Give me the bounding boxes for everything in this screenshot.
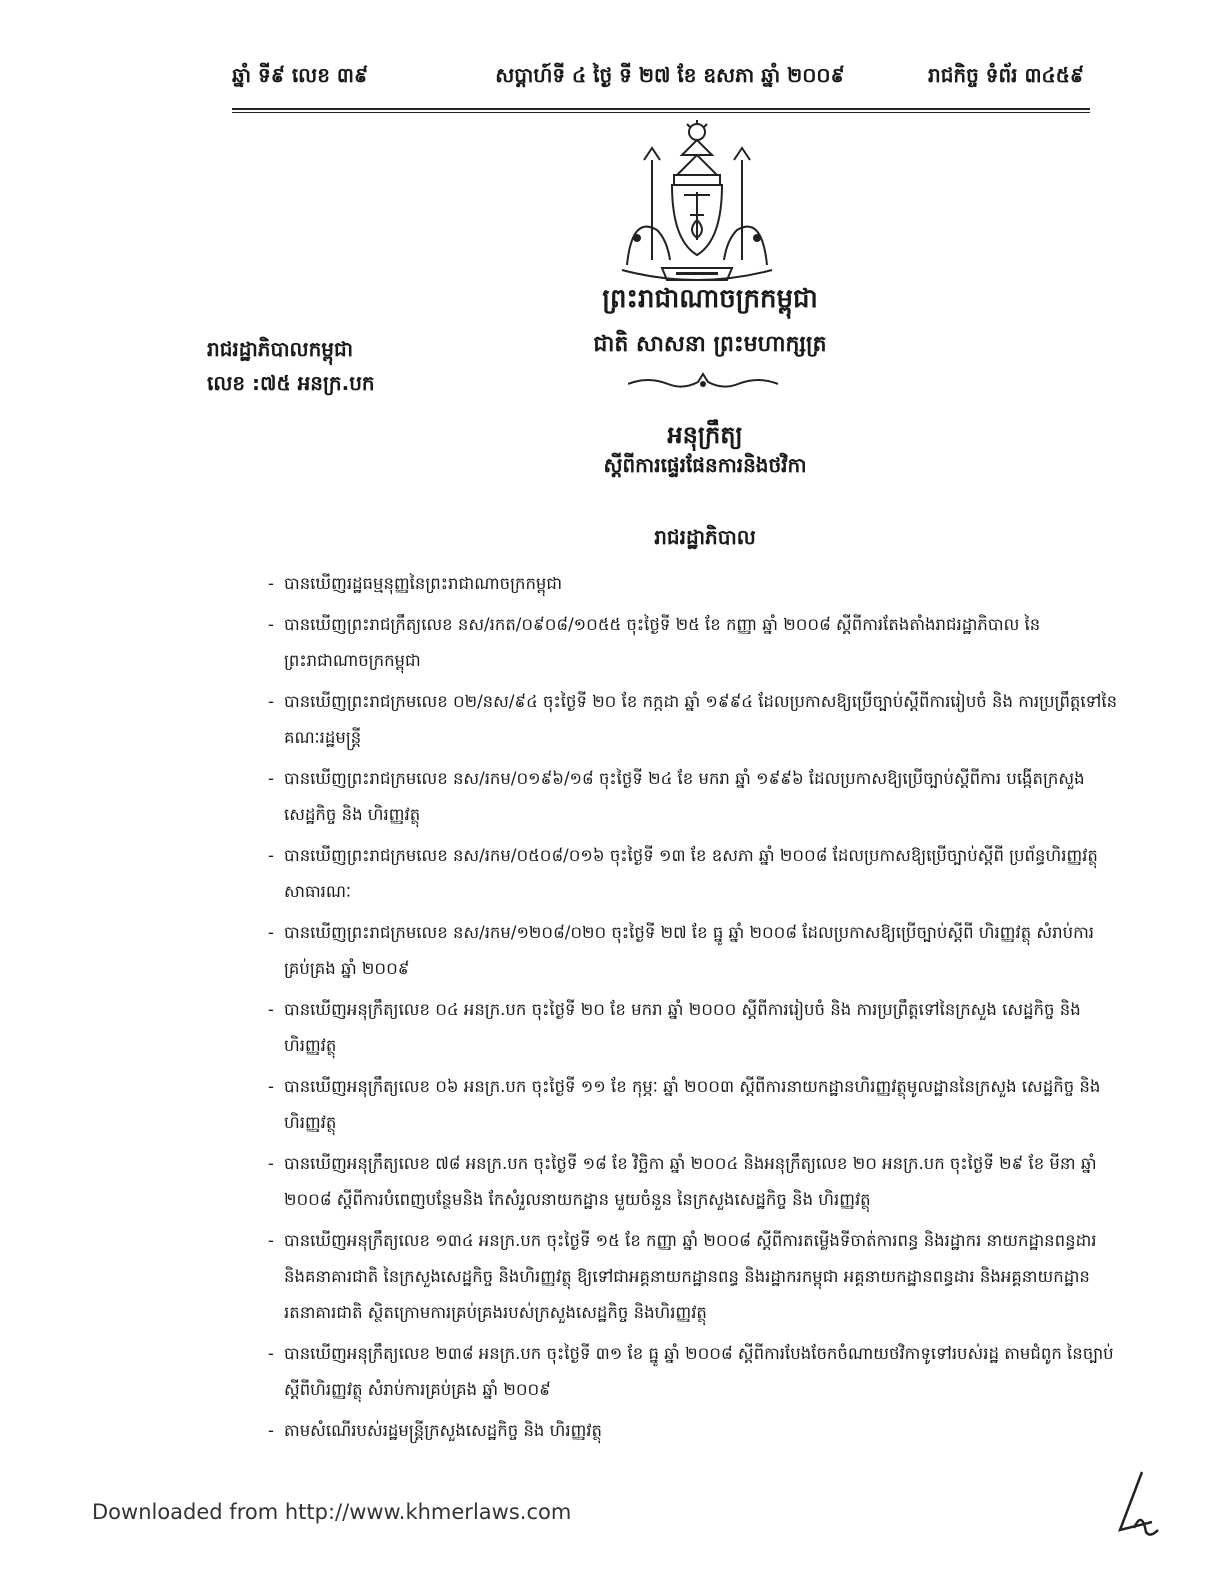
preamble-clause: - តាមសំណើរបស់រដ្ឋមន្ត្រីក្រសួងសេដ្ឋកិច្ច និង ហិរញ្ញវត្ថុ <box>268 1413 1118 1449</box>
gazette-page-number: រាជកិច្ច ទំព័រ ៣៤៥៩ <box>928 63 1085 87</box>
preamble-clause: - បានឃើញអនុក្រឹត្យលេខ ១៣៤ អនក្រ.បក ចុះថ្ងៃទី ១៥ ខែ កញ្ញា ឆ្នាំ ២០០៨ ស្តីពីការតម្លើងទីចាត់ការពន្ធ និងរដ្ឋាករ នាយកដ្ឋានពន្ធដារ និងគនាគារជាតិ នៃក្រសួងសេដ្ឋកិច្ច និងហិរញ្ញវត្ថុ ឱ្យទៅជាអគ្គនាយកដ្ឋានពន្ធ និងរដ្ឋាករកម្ពុជា អគ្គនាយកដ្ឋានពន្ធដារ និងអគ្គនាយកដ្ឋានរតនាគារជាតិ ស្ថិតក្រោមការគ្រប់គ្រងរបស់ក្រសួងសេដ្ឋកិច្ច និងហិរញ្ញវត្ថុ <box>268 1223 1118 1331</box>
national-motto: ជាតិ សាសនា ព្រះមហាក្សត្រ <box>593 332 827 357</box>
gazette-year-issue: ឆ្នាំ ទី៩ លេខ ៣៩ <box>232 63 369 87</box>
preamble-clause: - បានឃើញព្រះរាជក្រមលេខ នស/រកម/០៥០៨/០១៦ ចុះថ្ងៃទី ១៣ ខែ ឧសភា ឆ្នាំ ២០០៨ ដែលប្រកាសឱ្យប្រើច្បាប់ស្តីពី ប្រព័ន្ធហិរញ្ញវត្ថុសាធារណៈ <box>268 838 1118 910</box>
preamble-clause: - បានឃើញអនុក្រឹត្យលេខ ២៣៨ អនក្រ.បក ចុះថ្ងៃទី ៣១ ខែ ធ្នូ ឆ្នាំ ២០០៨ ស្តីពីការបែងចែកចំណាយថវិកាទូទៅរបស់រដ្ឋ តាមជំពូក នៃច្បាប់ស្តីពីហិរញ្ញវត្ថុ សំរាប់ការគ្រប់គ្រង ឆ្នាំ ២០០៩ <box>268 1336 1118 1408</box>
preamble-clause: - បានឃើញព្រះរាជក្រមលេខ ០២/នស/៩៤ ចុះថ្ងៃទី ២០ ខែ កក្កដា ឆ្នាំ ១៩៩៤ ដែលប្រកាសឱ្យប្រើច្បាប់ស្តីពីការរៀបចំ និង ការប្រព្រឹត្តទៅនៃគណៈរដ្ឋមន្ត្រី <box>268 684 1118 756</box>
preamble-clauses <box>268 566 1118 1454</box>
preamble-clause: - បានឃើញរដ្ឋធម្មនុញ្ញនៃព្រះរាជាណាចក្រកម្ពុជា <box>268 566 1118 602</box>
preamble-clause: - បានឃើញអនុក្រឹត្យលេខ ០៦ អនក្រ.បក ចុះថ្ងៃទី ១១ ខែ កុម្ភៈ ឆ្នាំ ២០០៣ ស្តីពីការនាយកដ្ឋានហិរញ្ញវត្ថុមូលដ្ឋាននៃក្រសួង សេដ្ឋកិច្ច និង ហិរញ្ញវត្ថុ <box>268 1069 1118 1141</box>
preamble-clause: - បានឃើញព្រះរាជក្រមលេខ នស/រកម/១២០៨/០២០ ចុះថ្ងៃទី ២៧ ខែ ធ្នូ ឆ្នាំ ២០០៨ ដែលប្រកាសឱ្យប្រើច្បាប់ស្តីពី ហិរញ្ញវត្ថុ សំរាប់ការគ្រប់គ្រង ឆ្នាំ ២០០៩ <box>268 915 1118 987</box>
document-type-title: អនុក្រឹត្យ <box>667 421 743 449</box>
preamble-clause: - បានឃើញអនុក្រឹត្យលេខ ០៤ អនក្រ.បក ចុះថ្ងៃទី ២០ ខែ មករា ឆ្នាំ ២០០០ ស្តីពីការរៀបចំ និង ការប្រព្រឹត្តទៅនៃក្រសួង សេដ្ឋកិច្ច និង ហិរញ្ញវត្ថុ <box>268 992 1118 1064</box>
gazette-date: សប្តាហ៍ទី ៤ ថ្ងៃ ទី ២៧ ខែ ឧសភា ឆ្នាំ ២០០៩ <box>495 63 845 87</box>
royal-coat-of-arms-icon <box>612 120 782 285</box>
kingdom-title: ព្រះរាជាណាចក្រកម្ពុជា <box>602 284 818 314</box>
government-name: រាជរដ្ឋាភិបាលកម្ពុជា <box>207 337 353 361</box>
divider-ornament-icon <box>628 372 778 392</box>
preamble-clause: - បានឃើញព្រះរាជក្រឹត្យលេខ នស/រកត/០៩០៨/១០៥៥ ចុះថ្ងៃទី ២៥ ខែ កញ្ញា ឆ្នាំ ២០០៨ ស្តីពីការតែងតាំងរាជរដ្ឋាភិបាល នៃព្រះរាជាណាចក្រកម្ពុជា <box>268 607 1118 679</box>
initials-signature-icon <box>1112 1470 1162 1540</box>
issuing-authority: រាជរដ្ឋាភិបាល <box>654 525 756 549</box>
preamble-clause: - បានឃើញព្រះរាជក្រមលេខ នស/រកម/០១៩៦/១៨ ចុះថ្ងៃទី ២៤ ខែ មករា ឆ្នាំ ១៩៩៦ ដែលប្រកាសឱ្យប្រើច្បាប់ស្តីពីការ បង្កើតក្រសួងសេដ្ឋកិច្ច និង ហិរញ្ញវត្ថុ <box>268 761 1118 833</box>
download-source-footer: Downloaded from http://www.khmerlaws.com <box>92 1500 572 1524</box>
header-rule <box>232 108 1090 113</box>
document-subject: ស្តីពីការផ្ទេរផែនការនិងថវិកា <box>603 453 807 477</box>
document-reference-number: លេខ :៧៥ អនក្រ.បក <box>207 371 375 395</box>
preamble-clause: - បានឃើញអនុក្រឹត្យលេខ ៧៨ អនក្រ.បក ចុះថ្ងៃទី ១៨ ខែ វិច្ឆិកា ឆ្នាំ ២០០៤ និងអនុក្រឹត្យលេខ ២០ អនក្រ.បក ចុះថ្ងៃទី ២៩ ខែ មីនា ឆ្នាំ ២០០៨ ស្តីពីការបំពេញបន្ថែមនិង កែសំរួលនាយកដ្ឋាន មួយចំនួន នៃក្រសួងសេដ្ឋកិច្ច និង ហិរញ្ញវត្ថុ <box>268 1146 1118 1218</box>
